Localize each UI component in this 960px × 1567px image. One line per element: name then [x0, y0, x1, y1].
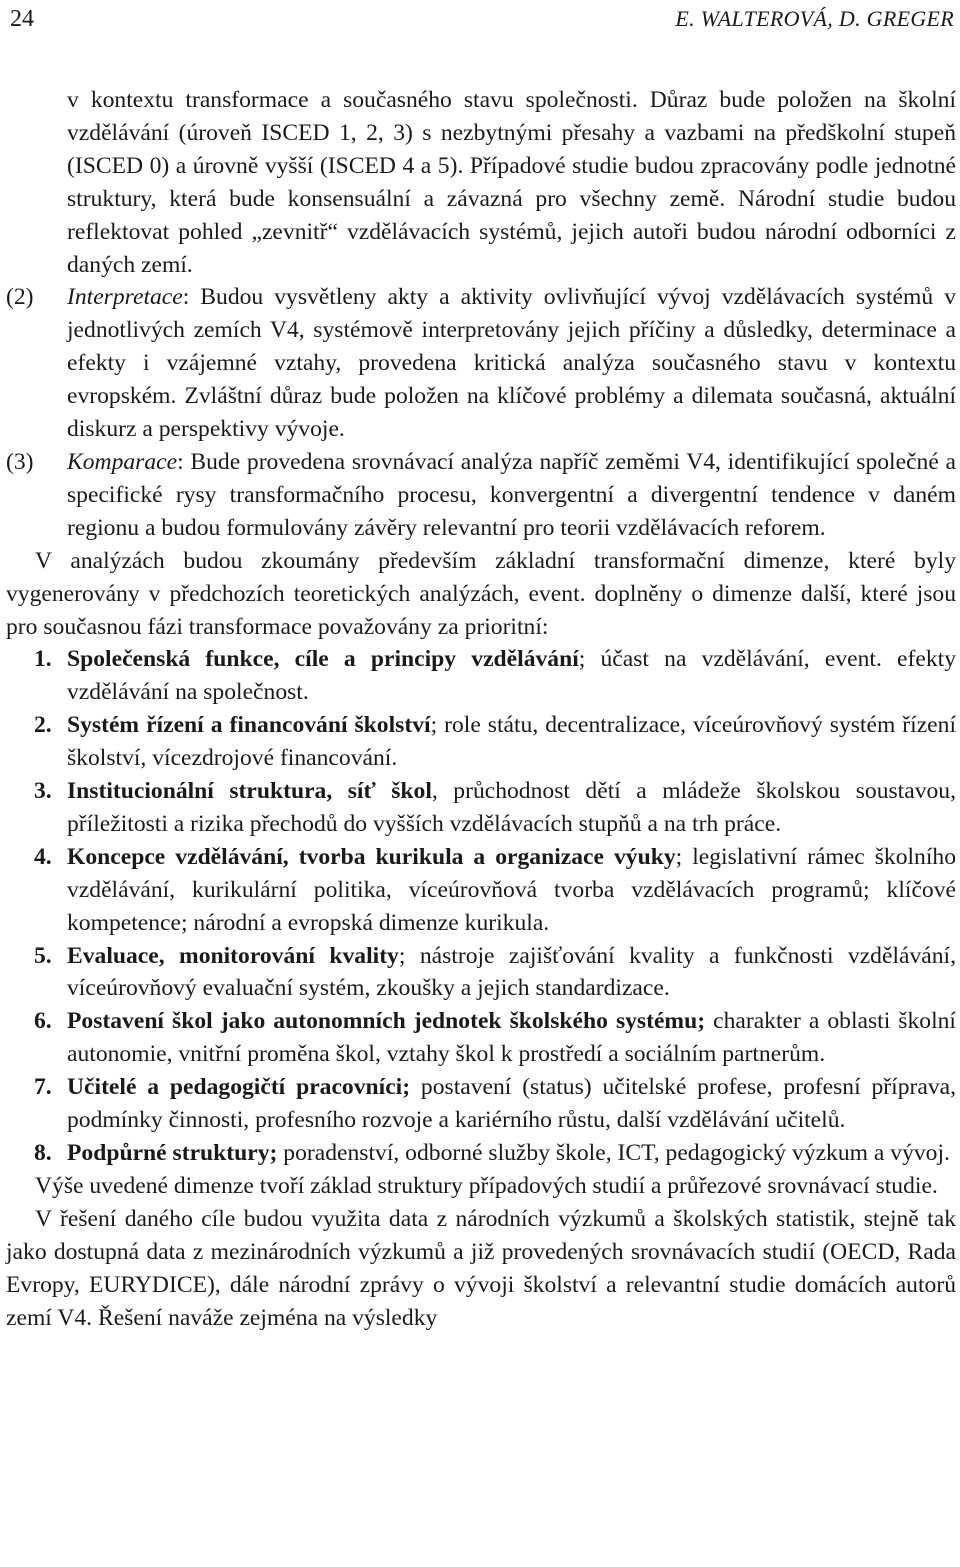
item-text [67, 281, 956, 446]
list-item [0, 1005, 960, 1071]
dimensions-list [0, 643, 960, 1170]
list-item [0, 1071, 960, 1137]
list-item-number: 6. [34, 1008, 52, 1035]
list-item-title: Podpůrné struktury; [67, 1140, 278, 1166]
list-item-title: Systém řízení a financování školství [67, 712, 431, 739]
list-item-number: 4. [34, 843, 52, 870]
list-item-text: , průchodnost dětí a mládeže školskou soustavou, příležitosti a rizika přechodů do vyšších vzdělávacích stupňů a na trh práce. [67, 778, 956, 837]
list-item-number: 7. [34, 1074, 52, 1101]
list-item-text: charakter a oblasti školní autonomie, vnitřní proměna škol, vztahy škol k prostředí a sociálním partnerům. [67, 1008, 956, 1068]
item-body: : Bude provedena srovnávací analýza napříč zeměmi V4, identifikující společné a specifické rysy transformačního procesu, konvergentní a divergentní tendence v daném regionu a budou formulovány závěry relevantní pro teorii vzdělávacích reforem. [67, 448, 956, 541]
list-item-title: Společenská funkce, cíle a principy vzdělávání [67, 646, 579, 673]
list-item-text: poradenství, odborné služby škole, ICT, pedagogický výzkum a vývoj. [277, 1140, 950, 1166]
numbered-item-interpretace [0, 281, 960, 446]
list-item-title: Učitelé a pedagogičtí pracovníci; [67, 1074, 411, 1101]
list-item-number: 8. [34, 1140, 52, 1166]
list-item [0, 775, 960, 841]
page-number: 24 [10, 6, 34, 32]
list-item-text: ; nástroje zajišťování kvality a funkčnosti vzdělávání, víceúrovňový evaluační systém, zkoušky a jejich standardizace. [67, 942, 956, 1002]
list-item [0, 643, 960, 709]
list-item-number: 2. [34, 712, 52, 739]
list-item [0, 940, 960, 1006]
item-term: Interpretace [67, 284, 183, 311]
item-number: (2) [6, 284, 34, 311]
item-term: Komparace [67, 448, 178, 475]
running-head: E. WALTEROVÁ, D. GREGER [675, 6, 954, 31]
continuation-paragraph: v kontextu transformace a současného stavu společnosti. Důraz bude položen na školní vzdělávání (úroveň ISCED 1, 2, 3) s nezbytnými přesahy a vazbami na předškolní stupeň (ISCED 0) a úrovně vyšší (ISCED 4 a 5). Případové studie budou zpracovány podle jednotné struktury, která bude konsensuální a závazná pro všechny země. Národní studie budou reflektovat pohled „zevnitř“ vzdělávacích systémů, jejich autoři budou národní odborníci z daných zemí. [67, 87, 956, 278]
list-item-number: 3. [34, 778, 52, 805]
list-item-title: Institucionální struktura, síť škol [67, 778, 432, 805]
item-text [67, 446, 956, 545]
intro-paragraph: V analýzách budou zkoumány především základní transformační dimenze, které byly vygenerovány v předchozích teoretických analýzách, event. doplněny o dimenze další, které jsou pro současnou fázi transformace považovány za prioritní: [6, 547, 956, 640]
list-item-text: ; role státu, decentralizace, víceúrovňový systém řízení školství, vícezdrojové financování. [67, 712, 956, 772]
list-item-title: Postavení škol jako autonomních jednotek školského systému; [67, 1008, 706, 1035]
list-item-text: ; legislativní rámec školního vzdělávání, kurikulární politika, víceúrovňová tvorba vzdělávacích programů; klíčové kompetence; národní a evropská dimenze kurikula. [67, 843, 957, 936]
list-item-number: 1. [34, 646, 52, 673]
list-item [0, 709, 960, 775]
page-header [0, 0, 960, 40]
item-body: : Budou vysvětleny akty a aktivity ovlivňující vývoj vzdělávacích systémů v jednotlivých zemích V4, systémově interpretovány jejich příčiny a důsledky, determinace a efekty i vzájemné vztahy, provedena kritická analýza současného stavu v kontextu evropském. Zvláštní důraz bude položen na klíčové problémy a dilemata současná, aktuální diskurz a perspektivy vývoje. [67, 284, 956, 443]
item-number: (3) [6, 448, 34, 475]
closing-paragraph: V řešení daného cíle budou využita data z národních výzkumů a školských statistik, stejně tak jako dostupná data z mezinárodních výzkumů a již provedených srovnávacích studií (OECD, Rada Evropy, EURYDICE), dále národní zprávy o vývoji školství a relevantní studie domácích autorů zemí V4. Řešení naváže zejména na výsledky [6, 1205, 956, 1331]
list-item [0, 841, 960, 940]
list-item-title: Evaluace, monitorování kvality [67, 942, 399, 969]
list-item-text: ; účast na vzdělávání, event. efekty vzdělávání na společnost. [67, 646, 956, 706]
page-body [0, 84, 960, 1334]
list-item-text: postavení (status) učitelské profese, profesní příprava, podmínky činnosti, profesního rozvoje a kariérního růstu, další vzdělávání učitelů. [67, 1074, 956, 1134]
closing-paragraph: Výše uvedené dimenze tvoří základ struktury případových studií a průřezové srovnávací studie. [35, 1172, 938, 1199]
list-item-number: 5. [34, 942, 52, 969]
numbered-item-komparace [0, 446, 960, 545]
list-item [0, 1137, 960, 1170]
list-item-title: Koncepce vzdělávání, tvorba kurikula a organizace výuky [67, 843, 676, 870]
